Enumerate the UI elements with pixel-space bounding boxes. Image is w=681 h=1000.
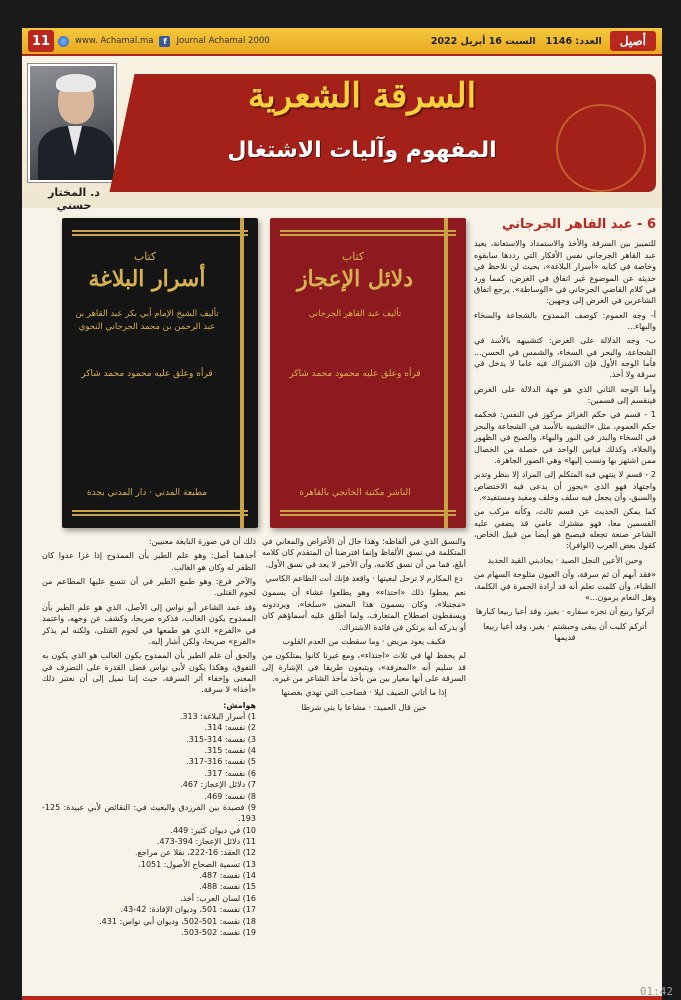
footnote: 7) دلائل الإعجاز: 467. xyxy=(180,780,256,790)
website-link[interactable]: www. Achamal.ma xyxy=(75,36,154,46)
header-bar xyxy=(22,28,662,56)
book-kitab-label: كتاب xyxy=(341,250,365,263)
footnote: 15) نفسه: 488. xyxy=(199,882,256,892)
poem-verse: أتركوا ربيع أن تجره سفاره · بغير، وقد أعيا ربيعا كبارها xyxy=(475,607,655,617)
paragraph: «فقد أبهم أن ثم سرقة، وأن العيون مثلوحة السهام من الظباء، وأن كلمت تعلم أنه قد أرادة الحمرة في الكلمة، وهل النعام يرمون...» xyxy=(474,570,656,602)
footnote: 19) نفسه: 502-503. xyxy=(181,927,256,937)
book-author: تأليف عبد القاهر الجرجاني xyxy=(308,309,402,319)
author-name: د. المختار حسني xyxy=(48,186,100,212)
paragraph: كما يمكن الحديث عن قسم ثالث، وكأنه مركب من القسمين معا، فهو مشترك عامي قد يضفي عليه الشاعر صنعة تجعله فيصبح هو أيضا من قبيل الخاص، كقول بعض العرب (الوافر): xyxy=(474,507,656,551)
footnote: 5) نفسه: 316-317. xyxy=(186,757,256,767)
paragraph: والحق أن علم الطير بأن الممدوح يكون الغالب هو الذي يكون به التفوق، وهكذا يكون لأبي نواس فضل القدرة على التصرف في المعنى وإخفاء أثر السرقة، حيث إننا نميل إلى أن نعتبر ذلك «أخذا» لا سرقة. xyxy=(42,651,256,695)
footnote: 13) تسمية الصحاح الأصول: 1051. xyxy=(138,859,256,869)
poem-verse: وحين الأعين النجل الصيد · يجاذبني القيد الحديد xyxy=(487,555,643,565)
book-cover-asrar-albalagha xyxy=(62,218,258,528)
article-subtitle: المفهوم وآليات الاشتغال xyxy=(227,138,497,163)
paragraph: للتمييز بين السرقة والأخذ والاستمداد والاستعانة، يعيد عبد القاهر الجرجاني نفس الأفكار التي رددها سابقوه وخاصة في كتابه «أسرار البلاغة»، بحيث لن نلاحظ في حديثه عن الموضوع غير اتفاق في الغرض، كمما ورد في كلام القاضي الجرجاني في «الوساطة». يرجع اتفاق الشاعرين في الغرض إلى وجهين: xyxy=(474,239,656,306)
poem-verse: أتركم كليب أن يبقى وحبشتم · بغير، وقد أعيا ربيعا قديمها xyxy=(483,621,647,642)
paragraph: ب- وجه الدلالة على الغرض: كتشبيهه بالأسد في الشجاعة، والبحر في السخاء، والشمس في الحسن... فأما الوجه الأول فإن الاشتراك فيه عاما لا يدخل في سرقة ولا أخذ. xyxy=(474,336,656,380)
decorative-ornament xyxy=(556,104,646,192)
article-title: السرقة الشعرية xyxy=(247,76,477,116)
paragraph: والنسق الذي في ألفاظه؛ وهذا حال أن الأغراض والمعاني في المتكلمة في نسق الألفاظ وإنما افترضنا أن المتقدم كان كلامه أبلغ، فما من أن نسق كلامه، وأن الأخير لا يعد في نسق الأول. xyxy=(262,537,466,569)
poem-verse: فكيف يعود مريض · وما سقطت من العدم القلوب xyxy=(282,636,446,646)
footnote: 1) أسرار البلاغة: 313. xyxy=(179,712,256,722)
book-title: أسرار البلاغة xyxy=(88,266,206,292)
footnote: 6) نفسه: 317. xyxy=(204,768,256,778)
footnote: 11) دلائل الإعجاز: 394-473. xyxy=(156,836,256,846)
poem-verse: حين قال العميد: · مشاعا يا بني شرطا xyxy=(301,702,427,712)
book-author: تأليف الشيخ الإمام أبي بكر عبد القاهر بن عبد الرحمن بن محمد الجرجاني النحوي xyxy=(75,309,219,332)
footer-bar xyxy=(22,996,662,1000)
book-kitab-label: كتاب xyxy=(133,250,157,263)
footnote: 16) لسان العرب: أخذ. xyxy=(180,893,256,903)
section-heading: 6 - عبد القاهر الجرجاني xyxy=(502,217,656,232)
issue-date: السبت 16 أبريل 2022 xyxy=(430,35,536,47)
footnote: 8) نفسه: 469. xyxy=(204,791,256,801)
book-publisher: مطبعة المدني · دار المدني بجدة xyxy=(86,488,208,498)
footnote: 14) نفسه: 487. xyxy=(199,871,256,881)
footnotes-title: هوامش: xyxy=(223,700,256,710)
footnote: 9) قصيدة بين الفرزدق والبعيث في: النقائض لأبي عبيدة: 125-193. xyxy=(42,802,256,824)
footnote: 3) نفسه: 314-315. xyxy=(186,734,256,744)
paragraph: وقد عمد الشاعر أبو نواس إلى الأصل، الذي هو علم الطير بأن الممدوح يكون الغالب، فذكره صريحا، وكشف عن وجهه، واعتمد في «الفرع» الذي هو طمعها في لحوم القتلى، ولكنه لم يذكر «الفرع» صريحا، ولكن أشار إليه. xyxy=(42,602,256,646)
video-timestamp: 01:42 xyxy=(639,985,673,998)
footnote: 4) نفسه: 315. xyxy=(204,746,256,756)
paragraph: 1 - قسم في حكم الغرائز مركوز في النفس: فحكمه حكم العموم، مثل «التشبيه بالأسد في الشجاعة والبحر في السخاء والبدر في النور والبهاء، والصبح في الظهور والجلاء، وكذلك قياس الواحد في خصلة من الخصال ممن اشتهر بها ونسب إليها» وهي الصور الجاهزة. xyxy=(474,410,656,465)
paragraph: أحدهما أصل: وهو علم الطير بأن الممدوح إذا غزا عدوا كان الظفر له وكان هو الغالب. xyxy=(42,551,256,572)
footnote: 10) في ديوان كثير: 449. xyxy=(170,825,256,835)
facebook-link[interactable]: Journal Achamal 2000 xyxy=(176,36,270,46)
social-links xyxy=(58,36,270,47)
book-publisher: الناشر مكتبة الخانجي بالقاهرة xyxy=(299,488,411,498)
book-editor: قرأه وعلق عليه محمود محمد شاكر xyxy=(289,369,421,379)
article-column-left xyxy=(42,536,256,996)
paragraph: والآخر فرع: وهو طمع الطير في أن تتسع عليها المطاعم من لحوم القتلى. xyxy=(42,577,256,598)
paragraph: 2 - قسم لا ينتهي فيه المتكلم إلى المراد إلا بنظر وتدبر واجتهاد فهو الذي «يجوز أن يدعى فيه الاختصاص والسبق، وأن يجعل فيه سلف وخلف ومفيد ومستفيد». xyxy=(474,470,656,502)
globe-icon xyxy=(58,36,69,47)
page-number: 11 xyxy=(28,30,54,52)
book-editor: قرأه وعلق عليه محمود محمد شاكر xyxy=(81,369,213,379)
poem-verse: دع المكارم لا ترحل لبغيتها · واقعد فإنك أنت الطاعم الكاسي xyxy=(265,574,463,584)
article-column-middle xyxy=(262,536,466,996)
footnote: 12) العقد: 16-222، نقلا عن مراجع. xyxy=(134,848,256,858)
facebook-icon: f xyxy=(159,36,170,47)
footnote: 18) نفسه: 501-502، وديوان أبي نواس: 431. xyxy=(99,916,256,926)
paragraph: نعم يعطوا ذلك «احتذاء» وهو يطلعوا عشاء أن يسمون «مجتبلا»، وكان يسمون هذا المعنى «سلخا»، ويرددونه ويسقطون اصطلاح المتعارف، ولما أطلق عليه أسماؤهم كان أو يدركه أنه يرتكن في فائدة الاشتراك. xyxy=(262,588,466,632)
book-title: دلائل الإعجاز xyxy=(296,266,414,292)
paragraph: أ- وجه العموم: كوصف الممدوح بالشجاعة والسخاء والبهاء... xyxy=(474,310,656,331)
author-photo xyxy=(28,64,116,182)
footnote: 2) نفسه: 314. xyxy=(204,723,256,733)
newspaper-page xyxy=(22,28,662,1000)
title-banner xyxy=(22,58,662,212)
paragraph: ذلك أن في صورة النابغة معنيين: xyxy=(148,537,256,546)
issue-number: العدد: 1146 xyxy=(545,35,602,47)
paragraph: لم يحفظ لها في ثلاث «اجتذاء»، ومع غيرنا كانوا يمتلكون من قد سليم أنه «المعرفة»، ويتبعون طريقا في الإشارة إلى السرقة على أنها معيار بين من يأخذ مأخذ الشاعر من غيره. xyxy=(262,651,466,683)
newspaper-logo: أصيل xyxy=(610,31,656,51)
footnotes-list xyxy=(42,711,256,938)
article-column-right xyxy=(474,216,656,996)
footnote: 17) نفسه: 501، وديوان الإفادة: 42-43. xyxy=(120,905,256,915)
poem-verse: إذا ما أتاني الضيف ليلا · فصاحب التي تهدي بغصنها xyxy=(281,688,447,698)
book-cover-dalail-aliijaz xyxy=(270,218,466,528)
paragraph: وأما الوجه الثاني الذي هو جهة الدلالة على الغرض فينقسم إلى قسمين: xyxy=(474,384,656,406)
